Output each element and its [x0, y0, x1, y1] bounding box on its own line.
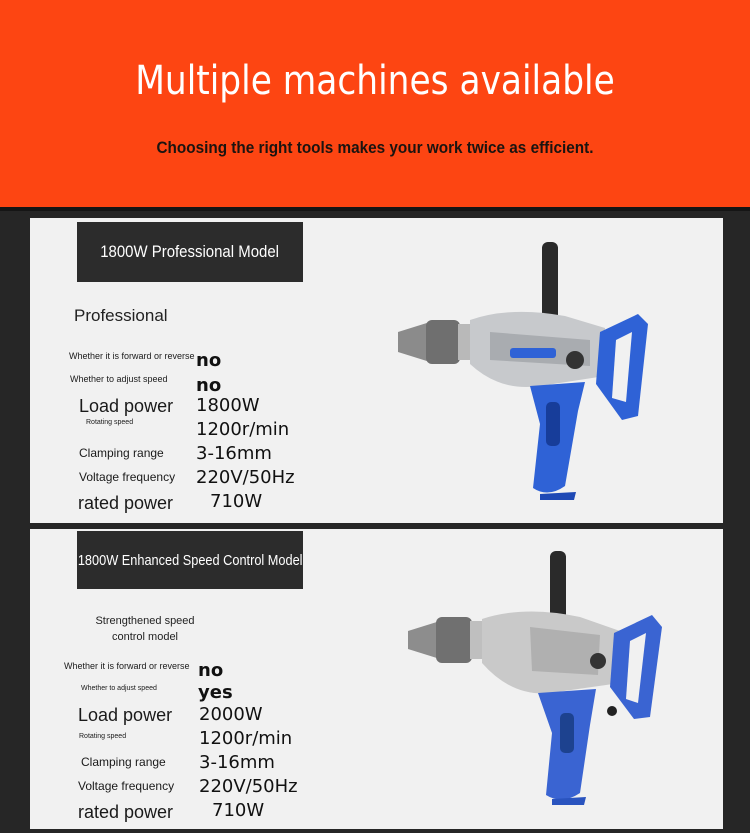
spec-value-voltage-frequency: 220V/50Hz	[199, 776, 298, 797]
spec-value-voltage-frequency: 220V/50Hz	[196, 467, 295, 488]
spec-value-rotating-speed: 1200r/min	[199, 728, 293, 749]
spec-value-adjust-speed: yes	[198, 682, 233, 703]
model-tag: 1800W Enhanced Speed Control Model	[77, 531, 303, 589]
spec-value-load-power: 2000W	[199, 704, 263, 725]
spec-label-adjust-speed: Whether to adjust speed	[81, 685, 157, 692]
banner-title: Multiple machines available	[135, 58, 615, 104]
spec-value-clamping-range: 3-16mm	[196, 443, 272, 464]
model-tag: 1800W Professional Model	[77, 222, 303, 282]
banner-header	[0, 0, 750, 207]
spec-label-forward-reverse: Whether it is forward or reverse	[64, 661, 190, 671]
model-card-enhanced-speed-control	[30, 529, 723, 829]
spec-label-rated-power: rated power	[78, 802, 174, 822]
spec-label-clamping-range: Clamping range	[79, 446, 164, 460]
spec-value-forward-reverse: no	[198, 660, 224, 681]
model-name: Strengthened speed control model	[95, 615, 195, 643]
spec-value-forward-reverse: no	[196, 350, 222, 371]
spec-value-rotating-speed: 1200r/min	[196, 419, 290, 440]
spec-value-adjust-speed: no	[196, 375, 222, 396]
spec-value-clamping-range: 3-16mm	[199, 752, 275, 773]
spec-value-load-power: 1800W	[196, 395, 260, 416]
model-name: Professional	[74, 306, 168, 325]
spec-label-rotating-speed: Rotating speed	[79, 733, 127, 740]
spec-label-rated-power: rated power	[78, 493, 174, 513]
spec-label-clamping-range: Clamping range	[81, 755, 166, 769]
spec-label-voltage-frequency: Voltage frequency	[79, 470, 176, 484]
header-divider	[0, 207, 750, 211]
spec-label-load-power: Load power	[79, 396, 174, 416]
spec-label-voltage-frequency: Voltage frequency	[78, 779, 175, 793]
spec-label-adjust-speed: Whether to adjust speed	[70, 374, 168, 384]
spec-value-rated-power: 710W	[210, 491, 263, 512]
banner-subtitle: Choosing the right tools makes your work twice as efficient.	[156, 138, 594, 157]
electric-drill-icon	[390, 236, 660, 501]
spec-label-rotating-speed: Rotating speed	[86, 419, 134, 426]
spec-label-forward-reverse: Whether it is forward or reverse	[69, 351, 195, 361]
electric-drill-icon	[400, 547, 670, 809]
spec-value-rated-power: 710W	[212, 800, 265, 821]
spec-label-load-power: Load power	[78, 705, 173, 725]
model-card-professional	[30, 218, 723, 523]
